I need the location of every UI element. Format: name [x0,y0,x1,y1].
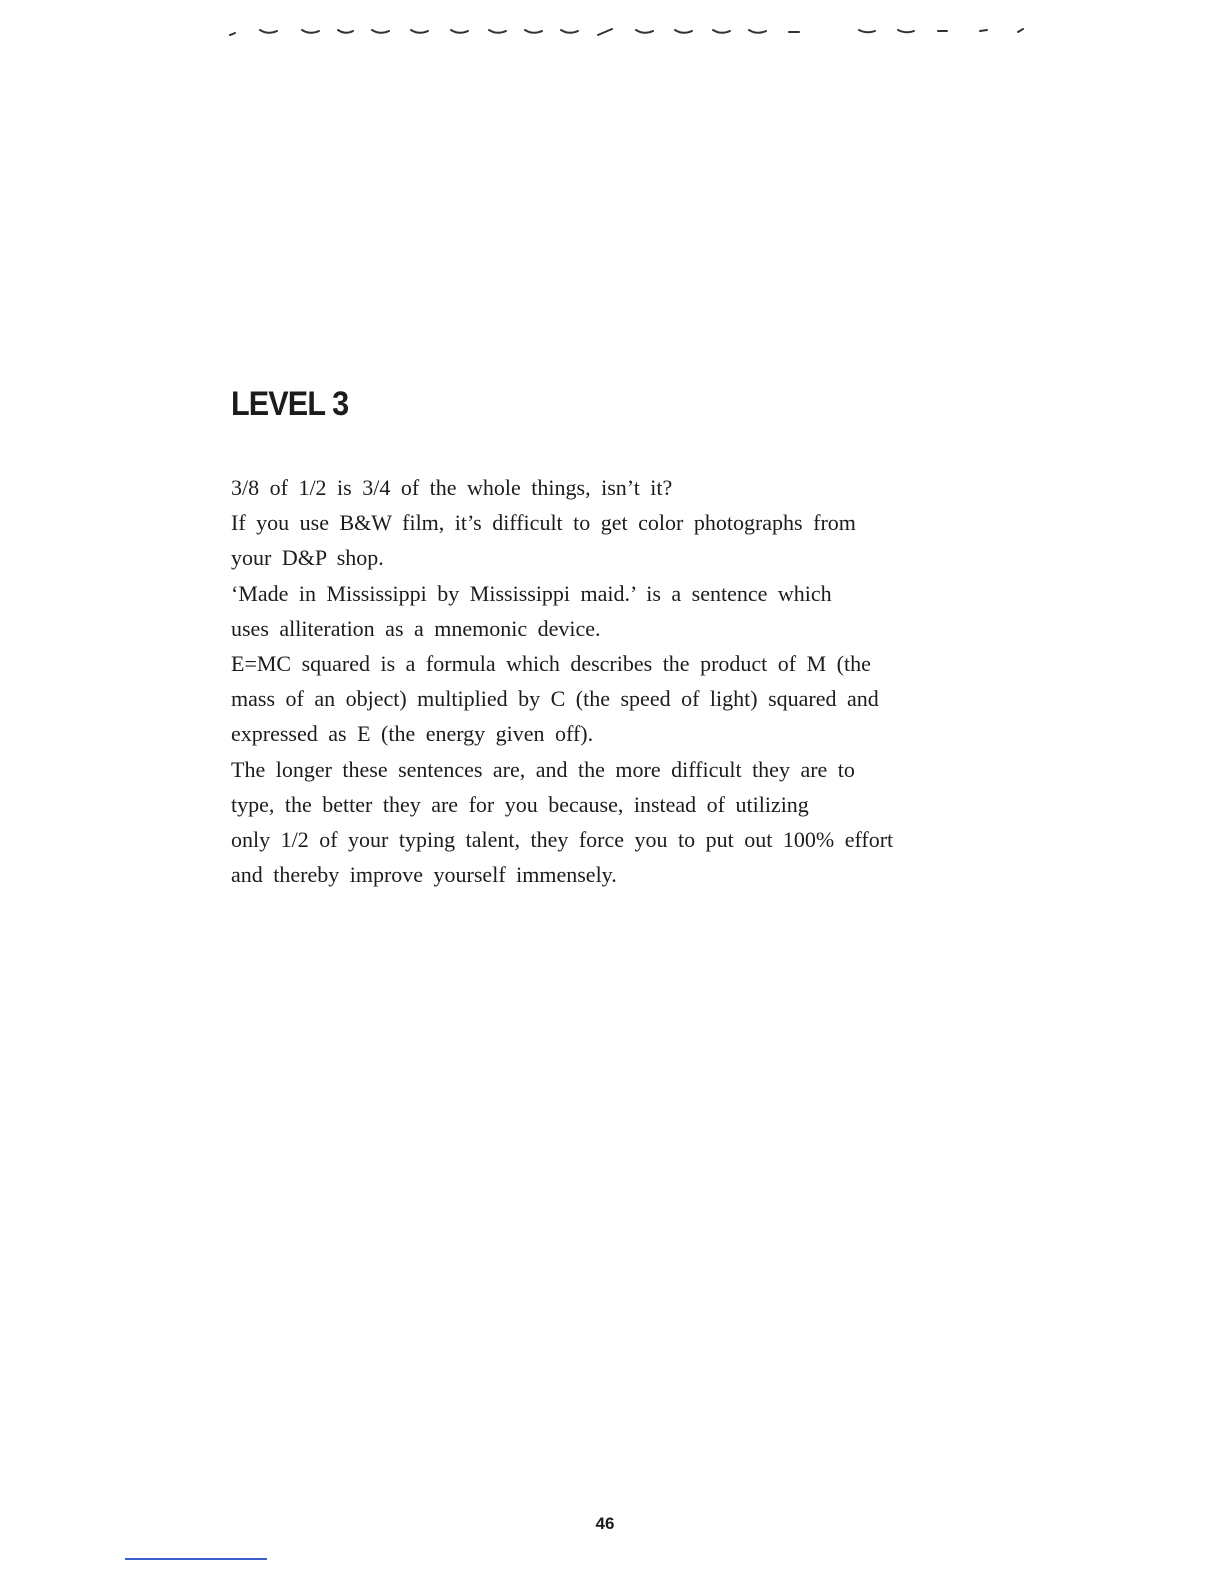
text-line: E=MC squared is a formula which describes the product of M (the [231,651,871,677]
body-text [231,470,1061,892]
text-line: only 1/2 of your typing talent, they force you to put out 100% effort [231,827,894,853]
text-line: ‘Made in Mississippi by Mississippi maid.’ is a sentence which [231,580,832,606]
page-number: 46 [595,1514,615,1533]
text-line: If you use B&W film, it’s difficult to get color photographs from [231,510,856,536]
footer-rule [125,1558,267,1560]
text-line: your D&P shop. [231,545,384,571]
text-line: mass of an object) multiplied by C (the speed of light) squared and [231,686,879,712]
text-line: 3/8 of 1/2 is 3/4 of the whole things, isn’t it? [231,475,673,500]
text-line: type, the better they are for you because, instead of utilizing [231,791,809,817]
text-line: uses alliteration as a mnemonic device. [231,615,601,641]
section-heading: LEVEL 3 [231,385,349,423]
text-line: and thereby improve yourself immensely. [231,862,617,888]
binding-marks [225,22,1035,42]
text-line: expressed as E (the energy given off). [231,721,594,747]
text-line: The longer these sentences are, and the more difficult they are to [231,756,855,782]
